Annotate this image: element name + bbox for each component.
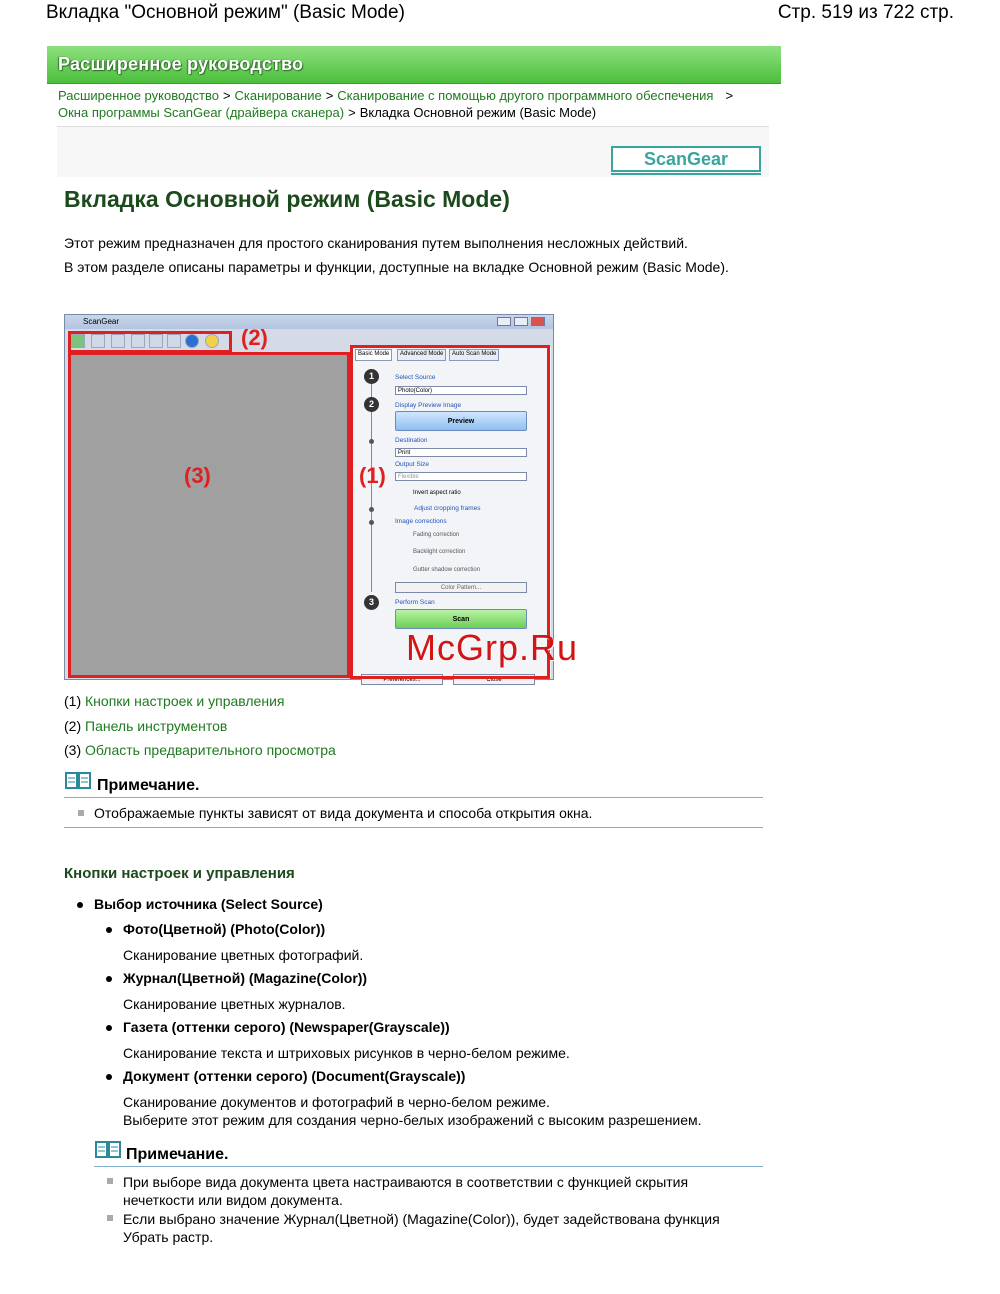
minimize-icon bbox=[497, 317, 511, 326]
backlight-correction-option: Backlight correction bbox=[413, 549, 466, 555]
note-item bbox=[107, 1210, 757, 1246]
window-title: ScanGear bbox=[83, 317, 120, 326]
legend-item bbox=[64, 718, 227, 734]
bullet-square-icon bbox=[107, 1215, 113, 1221]
legend-link[interactable]: Область предварительного просмотра bbox=[85, 742, 336, 758]
step-number: 3 bbox=[364, 595, 379, 610]
breadcrumb-link[interactable]: Расширенное руководство bbox=[58, 88, 219, 103]
image-corrections-label: Image corrections bbox=[395, 518, 447, 525]
list-item-desc: Выберите этот режим для создания черно-белых изображений с высоким разрешением. bbox=[123, 1112, 702, 1128]
display-preview-label: Display Preview Image bbox=[395, 402, 462, 409]
adjust-cropping-option: Adjust cropping frames bbox=[414, 505, 481, 512]
breadcrumb-link[interactable]: Окна программы ScanGear (драйвера сканера) bbox=[58, 105, 345, 120]
fading-correction-option: Fading correction bbox=[413, 532, 460, 538]
close-button: Close bbox=[453, 674, 535, 685]
note-divider bbox=[64, 827, 763, 828]
list-item-title: Фото(Цветной) (Photo(Color)) bbox=[123, 921, 326, 937]
breadcrumb-separator: > bbox=[725, 88, 734, 103]
note-book-icon bbox=[95, 1141, 121, 1159]
step-number: 1 bbox=[364, 369, 379, 384]
note-title: Примечание. bbox=[97, 777, 200, 794]
legend-number: (3) bbox=[64, 742, 82, 758]
preview-button: Preview bbox=[395, 411, 527, 431]
note-divider bbox=[64, 797, 763, 798]
tab-auto-scan-mode: Auto Scan Mode bbox=[449, 349, 499, 361]
destination-label: Destination bbox=[395, 437, 428, 444]
scangear-logo: ScanGear bbox=[611, 146, 761, 172]
list-item-title: Журнал(Цветной) (Magazine(Color)) bbox=[123, 970, 368, 986]
window-titlebar bbox=[65, 315, 553, 329]
legend-link[interactable]: Панель инструментов bbox=[85, 718, 228, 734]
page-title: Вкладка Основной режим (Basic Mode) bbox=[64, 186, 510, 212]
legend-link[interactable]: Кнопки настроек и управления bbox=[85, 693, 285, 709]
perform-scan-label: Perform Scan bbox=[395, 599, 435, 606]
note-book-icon bbox=[65, 772, 91, 790]
page-counter: Стр. 519 из 722 стр. bbox=[777, 2, 954, 23]
note-item bbox=[78, 804, 592, 822]
gutter-shadow-option: Gutter shadow correction bbox=[413, 567, 481, 573]
breadcrumb bbox=[58, 87, 768, 121]
callout-label: (3) bbox=[184, 463, 211, 488]
list-item-title: Документ (оттенки серого) (Document(Grayscale)) bbox=[123, 1068, 466, 1084]
list-item-desc: Сканирование цветных фотографий. bbox=[123, 947, 364, 963]
breadcrumb-link[interactable]: Сканирование bbox=[234, 88, 322, 103]
scangear-window-screenshot bbox=[64, 314, 554, 683]
legend-item bbox=[64, 742, 336, 758]
note-text: При выборе вида документа цвета настраиваются в соответствии с функцией скрытия нечеткости или видом документа. bbox=[123, 1174, 689, 1208]
watermark: McGrp.Ru bbox=[406, 627, 579, 668]
callout-frame-toolbar bbox=[68, 331, 232, 353]
breadcrumb-separator: > bbox=[348, 105, 356, 120]
list-item-title: Выбор источника (Select Source) bbox=[94, 896, 323, 912]
intro-paragraph: В этом разделе описаны параметры и функции, доступные на вкладке Основной режим (Basic Mode). bbox=[64, 259, 729, 275]
select-source-label: Select Source bbox=[395, 374, 436, 381]
maximize-icon bbox=[514, 317, 528, 326]
page-header-title: Вкладка "Основной режим" (Basic Mode) bbox=[46, 2, 405, 23]
note-divider bbox=[94, 1166, 763, 1167]
list-item-desc: Сканирование цветных журналов. bbox=[123, 996, 346, 1012]
step-number: 2 bbox=[364, 397, 379, 412]
list-item-desc: Сканирование документов и фотографий в черно-белом режиме. bbox=[123, 1094, 550, 1110]
band-title: Расширенное руководство bbox=[58, 54, 304, 74]
output-size-dropdown: Flexible bbox=[395, 472, 527, 481]
callout-frame-preview bbox=[68, 352, 350, 678]
breadcrumb-link[interactable]: Сканирование с помощью другого программного обеспечения bbox=[337, 88, 714, 103]
preferences-button: Preferences... bbox=[361, 674, 443, 685]
color-pattern-button: Color Pattern... bbox=[395, 582, 527, 593]
breadcrumb-separator: > bbox=[222, 88, 231, 103]
tab-advanced-mode: Advanced Mode bbox=[397, 349, 446, 361]
scan-button: Scan bbox=[395, 609, 527, 629]
select-source-dropdown: Photo(Color) bbox=[395, 386, 527, 395]
note-item bbox=[107, 1173, 757, 1209]
tab-basic-mode: Basic Mode bbox=[355, 349, 392, 361]
intro-paragraph: Этот режим предназначен для простого сканирования путем выполнения несложных действий. bbox=[64, 235, 688, 251]
note-text: Отображаемые пункты зависят от вида документа и способа открытия окна. bbox=[94, 805, 593, 821]
bullet-square-icon bbox=[78, 810, 84, 816]
close-icon bbox=[531, 317, 545, 326]
note-title: Примечание. bbox=[126, 1146, 229, 1163]
section-band bbox=[47, 46, 781, 84]
legend-number: (1) bbox=[64, 693, 82, 709]
callout-label: (1) bbox=[359, 463, 386, 488]
output-size-label: Output Size bbox=[395, 461, 429, 468]
note-text: Если выбрано значение Журнал(Цветной) (Magazine(Color)), будет задействована функция Убрать растр. bbox=[123, 1211, 720, 1245]
callout-label: (2) bbox=[241, 325, 268, 350]
bullet-square-icon bbox=[107, 1178, 113, 1184]
breadcrumb-current: Вкладка Основной режим (Basic Mode) bbox=[359, 105, 597, 120]
legend-item bbox=[64, 693, 284, 709]
legend-number: (2) bbox=[64, 718, 82, 734]
section-heading: Кнопки настроек и управления bbox=[64, 865, 295, 882]
list-item-title: Газета (оттенки серого) (Newspaper(Grayscale)) bbox=[123, 1019, 450, 1035]
list-item-desc: Сканирование текста и штриховых рисунков в черно-белом режиме. bbox=[123, 1045, 570, 1061]
destination-dropdown: Print bbox=[395, 448, 527, 457]
invert-aspect-option: Invert aspect ratio bbox=[413, 490, 461, 496]
breadcrumb-separator: > bbox=[325, 88, 334, 103]
